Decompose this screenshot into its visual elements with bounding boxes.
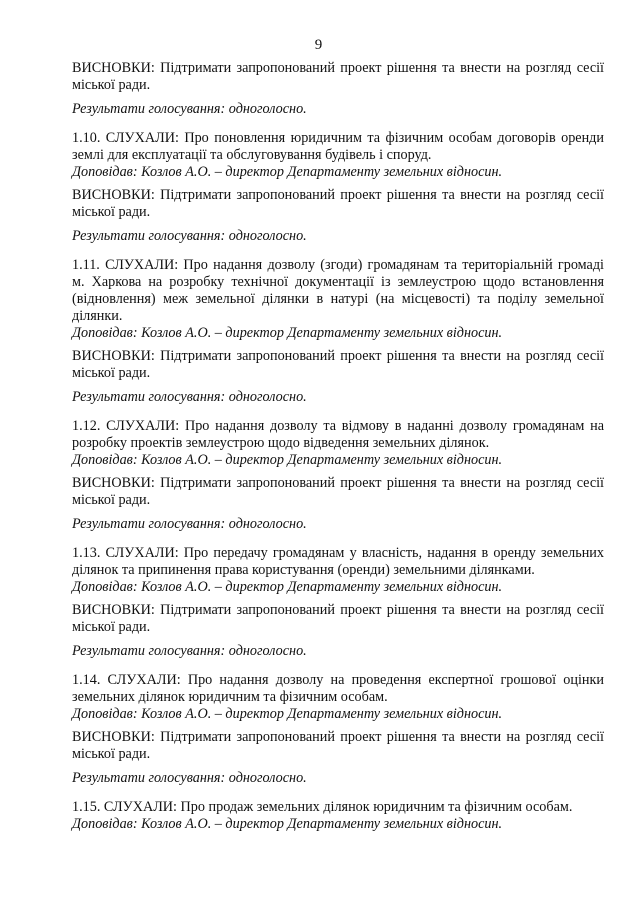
speaker-line: Доповідав: Козлов А.О. – директор Департаменту земельних відносин. <box>72 706 503 722</box>
vote-result: Результати голосування: одноголосно. <box>72 101 307 117</box>
heard-item-1-15: 1.15. СЛУХАЛИ: Про продаж земельних ділянок юридичним та фізичним особам. <box>72 799 573 815</box>
vote-result: Результати голосування: одноголосно. <box>72 228 307 244</box>
document-body <box>72 60 604 833</box>
speaker-line: Доповідав: Козлов А.О. – директор Департаменту земельних відносин. <box>72 579 503 595</box>
speaker-line: Доповідав: Козлов А.О. – директор Департаменту земельних відносин. <box>72 164 503 180</box>
vote-result: Результати голосування: одноголосно. <box>72 770 307 786</box>
conclusion-paragraph: ВИСНОВКИ: Підтримати запропонований проект рішення та внести на розгляд сесії міської ради. <box>72 187 604 220</box>
speaker-line: Доповідав: Козлов А.О. – директор Департаменту земельних відносин. <box>72 325 503 341</box>
conclusion-paragraph: ВИСНОВКИ: Підтримати запропонований проект рішення та внести на розгляд сесії міської ради. <box>72 475 604 508</box>
vote-result: Результати голосування: одноголосно. <box>72 389 307 405</box>
speaker-line: Доповідав: Козлов А.О. – директор Департаменту земельних відносин. <box>72 816 503 832</box>
heard-item-1-13: 1.13. СЛУХАЛИ: Про передачу громадянам у власність, надання в оренду земельних ділянок та припинення права користування (оренди) земельними ділянками. <box>72 545 604 578</box>
conclusion-paragraph: ВИСНОВКИ: Підтримати запропонований проект рішення та внести на розгляд сесії міської ради. <box>72 729 604 762</box>
vote-result: Результати голосування: одноголосно. <box>72 516 307 532</box>
heard-item-1-12: 1.12. СЛУХАЛИ: Про надання дозволу та відмову в наданні дозволу громадянам на розробку проектів землеустрою щодо відведення земельних ділянок. <box>72 418 604 451</box>
conclusion-paragraph: ВИСНОВКИ: Підтримати запропонований проект рішення та внести на розгляд сесії міської ради. <box>72 602 604 635</box>
vote-result: Результати голосування: одноголосно. <box>72 643 307 659</box>
speaker-line: Доповідав: Козлов А.О. – директор Департаменту земельних відносин. <box>72 452 503 468</box>
page-number: 9 <box>314 37 323 53</box>
conclusion-paragraph: ВИСНОВКИ: Підтримати запропонований проект рішення та внести на розгляд сесії міської ради. <box>72 348 604 381</box>
heard-item-1-14: 1.14. СЛУХАЛИ: Про надання дозволу на проведення експертної грошової оцінки земельних ділянок юридичним та фізичним особам. <box>72 672 604 705</box>
heard-item-1-11: 1.11. СЛУХАЛИ: Про надання дозволу (згоди) громадянам та територіальній громаді м. Харкова на розробку технічної документації із землеустрою щодо встановлення (відновлення) меж земельної ділянки в натурі (на місцевості) та поділу земельної ділянки. <box>72 257 604 324</box>
conclusion-paragraph: ВИСНОВКИ: Підтримати запропонований проект рішення та внести на розгляд сесії міської ради. <box>72 60 604 93</box>
heard-item-1-10: 1.10. СЛУХАЛИ: Про поновлення юридичним та фізичним особам договорів оренди землі для експлуатації та обслуговування будівель і споруд. <box>72 130 604 163</box>
